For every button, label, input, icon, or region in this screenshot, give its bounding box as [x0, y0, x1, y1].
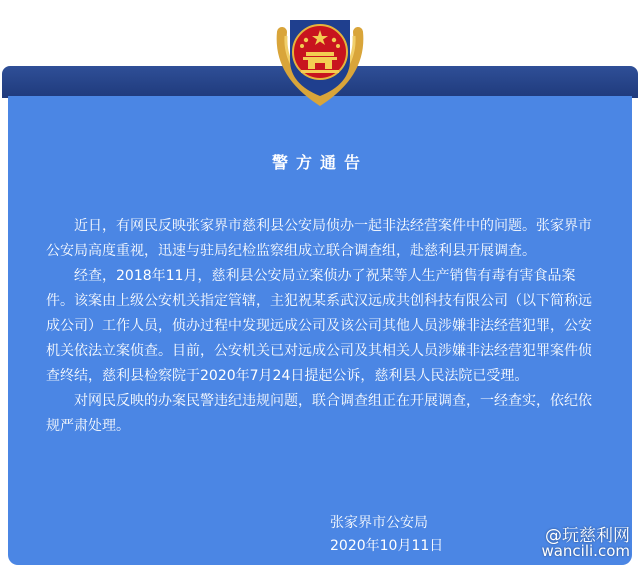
police-emblem-icon	[268, 2, 372, 106]
signature-org: 张家界市公安局	[330, 515, 428, 531]
paragraph: 对网民反映的办案民警违纪违规问题，联合调查组正在开展调查，一经查实，依纪依规严肃处理。	[46, 393, 592, 434]
notice-body	[46, 214, 602, 439]
paragraph: 近日，有网民反映张家界市慈利县公安局侦办一起非法经营案件中的问题。张家界市公安局高度重视，迅速与驻局纪检监察组成立联合调查组，赴慈利县开展调查。	[46, 218, 592, 259]
watermark-site: wancili.com	[541, 542, 630, 560]
signature-date: 2020年10月11日	[330, 538, 444, 554]
paragraph: 经查，2018年11月，慈利县公安局立案侦办了祝某等人生产销售有毒有害食品案件。该案由上级公安机关指定管辖，主犯祝某系武汉远成共创科技有限公司（以下简称远成公司）工作人员，侦办过程中发现远成公司及该公司其他人员涉嫌非法经营犯罪，公安机关依法立案侦查。目前，公安机关已对远成公司及其相关人员涉嫌非法经营犯罪案件侦查终结，慈利县检察院于2020年7月24日提起公诉，慈利县人民法院已受理。	[46, 268, 592, 384]
watermark-handle: @玩慈利网	[545, 526, 630, 546]
page-title: 警方通告	[271, 153, 368, 172]
